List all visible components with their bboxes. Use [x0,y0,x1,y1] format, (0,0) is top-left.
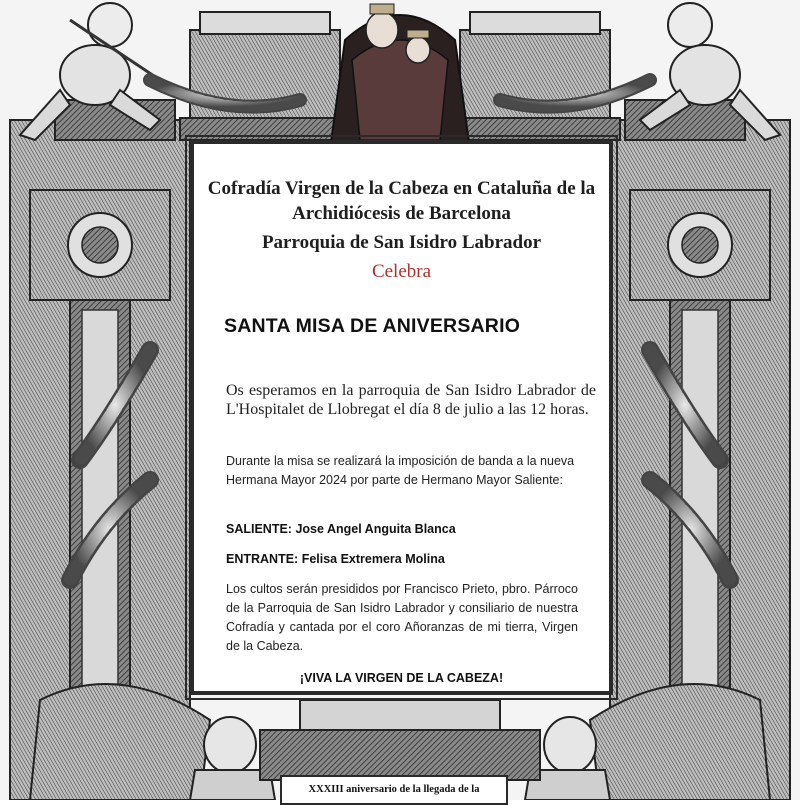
ceremony-description: Durante la misa se realizará la imposición de banda a la nueva Hermana Mayor 2024 por parte de Hermano Mayor Saliente: [226,454,575,487]
outgoing-officer: SALIENTE: Jose Angel Anguita Blanca [226,522,456,536]
anniversary-text: XXXIII aniversario de la llegada de la [308,784,480,795]
text-panel [190,140,613,695]
services-description: Los cultos serán presididos por Francisco Prieto, pbro. Párroco de la Parroquia de San Isidro Labrador y consiliario de nuestra Cofradía y cantada por el coro Añoranzas de mi tierra, Virgen de la Cabeza. [226,582,578,653]
bottom-cartouche [260,700,540,780]
celebra-label: Celebra [371,261,432,282]
incoming-officer: ENTRANTE: Felisa Extremera Molina [226,552,445,566]
confraternity-name-line1: Cofradía Virgen de la Cabeza en Cataluña de la [207,178,596,199]
parish-name: Parroquia de San Isidro Labrador [261,232,542,253]
invitation-text: Os esperamos en la parroquia de San Isidro Labrador de L'Hospitalet de Llobregat el día 8 de julio a las 12 horas. [226,382,596,418]
confraternity-name-line2: Archidiócesis de Barcelona [292,203,511,224]
event-title: SANTA MISA DE ANIVERSARIO [224,315,521,337]
closing-acclamation: ¡VIVA LA VIRGEN DE LA CABEZA! [299,671,504,685]
anniversary-banner [280,775,508,805]
